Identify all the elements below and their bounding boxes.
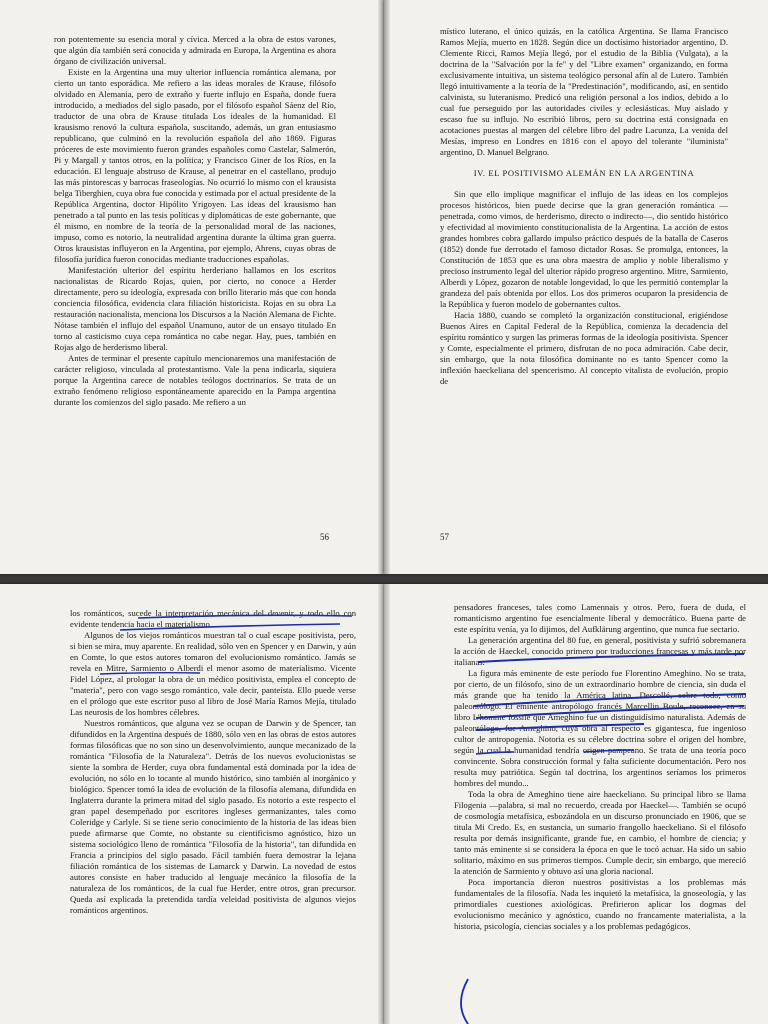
book-fold-shadow <box>378 584 390 1024</box>
page-58 <box>0 584 384 1024</box>
page-57 <box>384 0 768 574</box>
paragraph: pensadores franceses, tales como Lamennais y otros. Pero, fuera de duda, el romanticismo argentino fue esencialmente liberal y democrático. Buena parte de este espíritu venía, ya lo dijimos, del Aufklärung argentino, que nunca fue sectario. <box>454 602 746 634</box>
paragraph: Poca importancia dieron nuestros positivistas a los problemas más fundamentales de la filosofía. Nada les inquietó la metafísica, la gnoseología, y las primordiales cuestiones axiológicas. Prefirieron aplicar los dogmas del evolucionismo mecánico y agnóstico, cuando no francamente materialista, a la historia, psicología, ciencias sociales y a los problemas pedagógicos. <box>454 877 746 931</box>
paragraph: Hacia 1880, cuando se completó la organización constitucional, erigiéndose Buenos Aires en Capital Federal de la República, comienza la decadencia del espíritu romántico y surgen las primeras formas de la ideología positivista. Spencer y Comte, especialmente el primero, disfrutan de no poca admiración. Cabe decir, sin embargo, que la nota filosófica dominante no es tanto Spencer como la inflexión haeckeliana del spencerismo. Al concepto vitalista de evolución, propio de <box>440 310 728 386</box>
page-number: 57 <box>440 532 449 542</box>
page-58-text <box>70 608 356 916</box>
paragraph: Toda la obra de Ameghino tiene aire haeckeliano. Su principal libro se llama Filogenia —palabra, si mal no recuerdo, creada por Haeckel—. También se ocupó de cosmología metafísica, esbozándola en un discurso pronunciado en 1906, que se titula Mi Credo. Es, en sustancia, un sumario frangollo haeckeliano. Si el filósofo resulta por demás insignificante, grande fue, en cambio, el hombre de ciencia; y tanto más eminente si se considera la época en que le tocó actuar. Ha sido un sabio solitario, máximo en sus primeros tiempos. Cumple decir, sin embargo, que mereció la atención de Sarmiento y obtuvo así una gloria nacional. <box>454 789 746 876</box>
paragraph: Existe en la Argentina una muy ulterior influencia romántica alemana, por cierto un tanto esporádica. Me refiero a las ideas morales de Krause, filósofo olvidado en Alemania, pero de extraño y fuerte influjo en España, donde fuera introducido, a mediados del siglo pasado, por el filósofo español Sáenz del Río, traductor de una obra de Krause titulada Los ideales de la humanidad. El krausismo renovó la cultura española, suscitando, además, un gran entusiasmo republicano, que culminó en la revolución española del año 1869. Figuras próceres de este movimiento fueron grandes españoles como Castelar, Salmerón, Pi y Margall y tantos otros, en la política; y Francisco Giner de los Ríos, en la educación. El lenguaje abstruso de Krause, al penetrar en el castellano, produjo las más pintorescas y barrocas fraseologías. No ocurrió lo mismo con el krausista belga Tiberghien, cuya obra fue conocida y estimada por el actual presidente de la República Argentina, doctor Hipólito Yrigoyen. Las ideas del krausismo han penetrado a tal punto en las tesis políticas y diplomáticas de este gobernante, que él mismo, en nombre de la teoría de la personalidad moral de las naciones, impuso, como es notorio, la neutralidad argentina durante la última gran guerra. Otros krausistas influyeron en la Argentina, por ejemplo, Ahrens, cuyas obras de filosofía jurídica fueron conocidas mediante traducciones españolas. <box>54 67 336 264</box>
paragraph: ron potentemente su esencia moral y cívica. Merced a la obra de estos varones, que algún día también será conocida y admirada en Europa, la Argentina es ahora órgano de civilización universal. <box>54 34 336 66</box>
paragraph: Sin que ello implique magnificar el influjo de las ideas en los complejos procesos históricos, bien puede decirse que la gran generación romántica —penetrada, como vimos, de herderismo, directo o indirecto—, dio sentido histórico y efectividad al movimiento constitucionalista de la Argentina. La acción de estos grandes hombres cobra gallardo impulso práctico después de la batalla de Caseros (1852) donde fue derrotado el famoso dictador Rosas. Se promulga, entonces, la Constitución de 1853 que es una obra maestra de amplio y noble liberalismo y precioso instrumento legal del ulterior rápido progreso argentino. Mitre, Sarmiento, Alberdi y López, gozaron de notable longevidad, lo que les permitió contemplar la grandeza del país obtenida por ellos. Los dos primeros ocuparon la presidencia de la República y fueron modelo de gobernantes cultos. <box>440 189 728 309</box>
paragraph: los románticos, sucede la interpretación mecánica del devenir, y todo ello con evidente tendencia hacia el materialismo. <box>70 608 356 629</box>
paragraph: Algunos de los viejos románticos muestran tal o cual escape positivista, pero, si bien se mira, muy aparente. En realidad, sólo ven en Spencer y en Darwin, y aún en Comte, lo que estos autores tomaron del evolucionismo romántico. Jamás se revela en Mitre, Sarmiento o Alberdi el menor asomo de materialismo. Vicente Fidel López, al prologar la obra de un médico positivista, emplea el concepto de "materia", pero con vago sesgo romántico, vale decir, panteísta. Ello puede verse en el prólogo que este escritor puso al libro de José María Ramos Mejía, titulado Las neurosis de los hombres célebres. <box>70 630 356 717</box>
page-59 <box>384 584 768 1024</box>
page-number: 56 <box>320 532 329 542</box>
paragraph: Antes de terminar el presente capítulo mencionaremos una manifestación de carácter religioso, vinculada al protestantismo. Vale la pena indicarla, siquiera porque la Argentina carece de notables teólogos doctrinarios. Se trata de un extraño fenómeno religioso espontáneamente aparecido en la Pampa argentina durante los comienzos del siglo pasado. Me refiero a un <box>54 353 336 407</box>
paragraph: La figura más eminente de este período fue Florentino Ameghino. No se trata, por cierto, de un filósofo, sino de un extraordinario hombre de ciencia, sin duda el más grande que ha tenido la América latina. Descolló, sobre todo, como paleontólogo. El eminente antropólogo francés Marcellin Boule, reconoce, en su libro L'homme fossile que Ameghino fue un distinguidísimo naturalista. Además de paleontólogo, fue Ameghino, cuya obra al respecto es gigantesca, fue ingenioso cultor de antropogenia. Notoria es su célebre doctrina sobre el origen del hombre, según la cual la humanidad tendría origen pampeano. Se trata de una teoría poco convincente. Sobra construcción formal y falta suficiente documentación. Pero nos resulta muy patriótica. Según tal doctrina, los argentinos seríamos los primeros hombres del mundo... <box>454 668 746 788</box>
page-57-text <box>440 26 728 387</box>
page-56-text <box>54 34 336 408</box>
book-fold-shadow <box>378 0 390 574</box>
page-56 <box>0 0 384 574</box>
paragraph: Manifestación ulterior del espíritu herderiano hallamos en los escritos nacionalistas de Ricardo Rojas, quien, por cierto, no conoce a Herder directamente, pero su ideología, expresada con brillo literario más que con honda conciencia filosófica, evidencia clara filiación historicista. Rojas en su obra La restauración nacionalista, menciona los Discursos a la Nación Alemana de Fichte. Nótase también el influjo del español Unamuno, autor de un ensayo titulado En torno al casticismo cuya cepa romántica no cabe negar. Hay, pues, también en Rojas algo de herderismo liberal. <box>54 265 336 352</box>
paragraph: místico luterano, el único quizás, en la católica Argentina. Se llama Francisco Ramos Mejía, muerto en 1828. Según dice un doctísimo historiador argentino, D. Clemente Ricci, Ramos Mejía llegó, por el estudio de la Biblia (Vulgata), a la doctrina de la "Salvación por la fe" y del "Libre examen" organizando, en forma exclusivamente intuitiva, un sistema teológico personal afín al de Lutero. También llegó intuitivamente a la teoría de la "Predestinación", modificando, así, en sentido calvinista, su luteranismo. Predicó una religión personal a los indios, debido a lo cual fue perseguido por las autoridades civiles y eclesiásticas. Muy aislado y escaso fue su influjo. No escribió libros, pero su doctrina está consignada en acotaciones puestas al margen del célebre libro del padre Lacunza, La venida del Mesías, impreso en Londres en 1816 con el apoyo del tolerante "iluminista" argentino, D. Manuel Belgrano. <box>440 26 728 157</box>
paragraph: Nuestros románticos, que alguna vez se ocupan de Darwin y de Spencer, tan difundidos en la Argentina después de 1880, sólo ven en las obras de estos autores formas filosóficas que no son sino un desenvolvimiento, aunque mecanizado de la romántica "Filosofía de la Naturaleza". Detrás de los nuevos evolucionistas se siente la sombra de Herder, cuya obra fundamental está dominada por la idea de evolución, no sólo en lo tocante al mundo histórico, sino también al inorgánico y biológico. Spencer tomó la idea de evolución de la filosofía alemana, difundida en Inglaterra durante la primera mitad del siglo pasado. Es notorio a este respecto el gran papel desempeñado por escritores ingleses germanizantes, tales como Coleridge y Carlyle. Si se tiene serio conocimiento de la historia de las ideas bien puede afirmarse que Comte, no obstante su cientificismo agnóstico, hizo un sistema sociológico lleno de romántica "Filosofía de la historia", tan difundida en Francia a principios del siglo pasado. Fácil también fuera demostrar la lejana filiación romántica de los sistemas de Lamarck y Darwin. La novedad de estos autores consiste en haber traducido al lenguaje mecánico la filosofía de la naturaleza de los románticos, de la cual fue Herder, entre otros, gran precursor. Queda así explicada la pretendida tardía veleidad positivista de algunos viejos románticos argentinos. <box>70 718 356 915</box>
paragraph: La generación argentina del 80 fue, en general, positivista y sufrió sobremanera la acción de Haeckel, conocido primero por traducciones francesas y más tarde por italianas. <box>454 635 746 667</box>
section-title: IV. EL POSITIVISMO ALEMÁN EN LA ARGENTINA <box>473 168 695 178</box>
page-59-text <box>454 602 746 932</box>
